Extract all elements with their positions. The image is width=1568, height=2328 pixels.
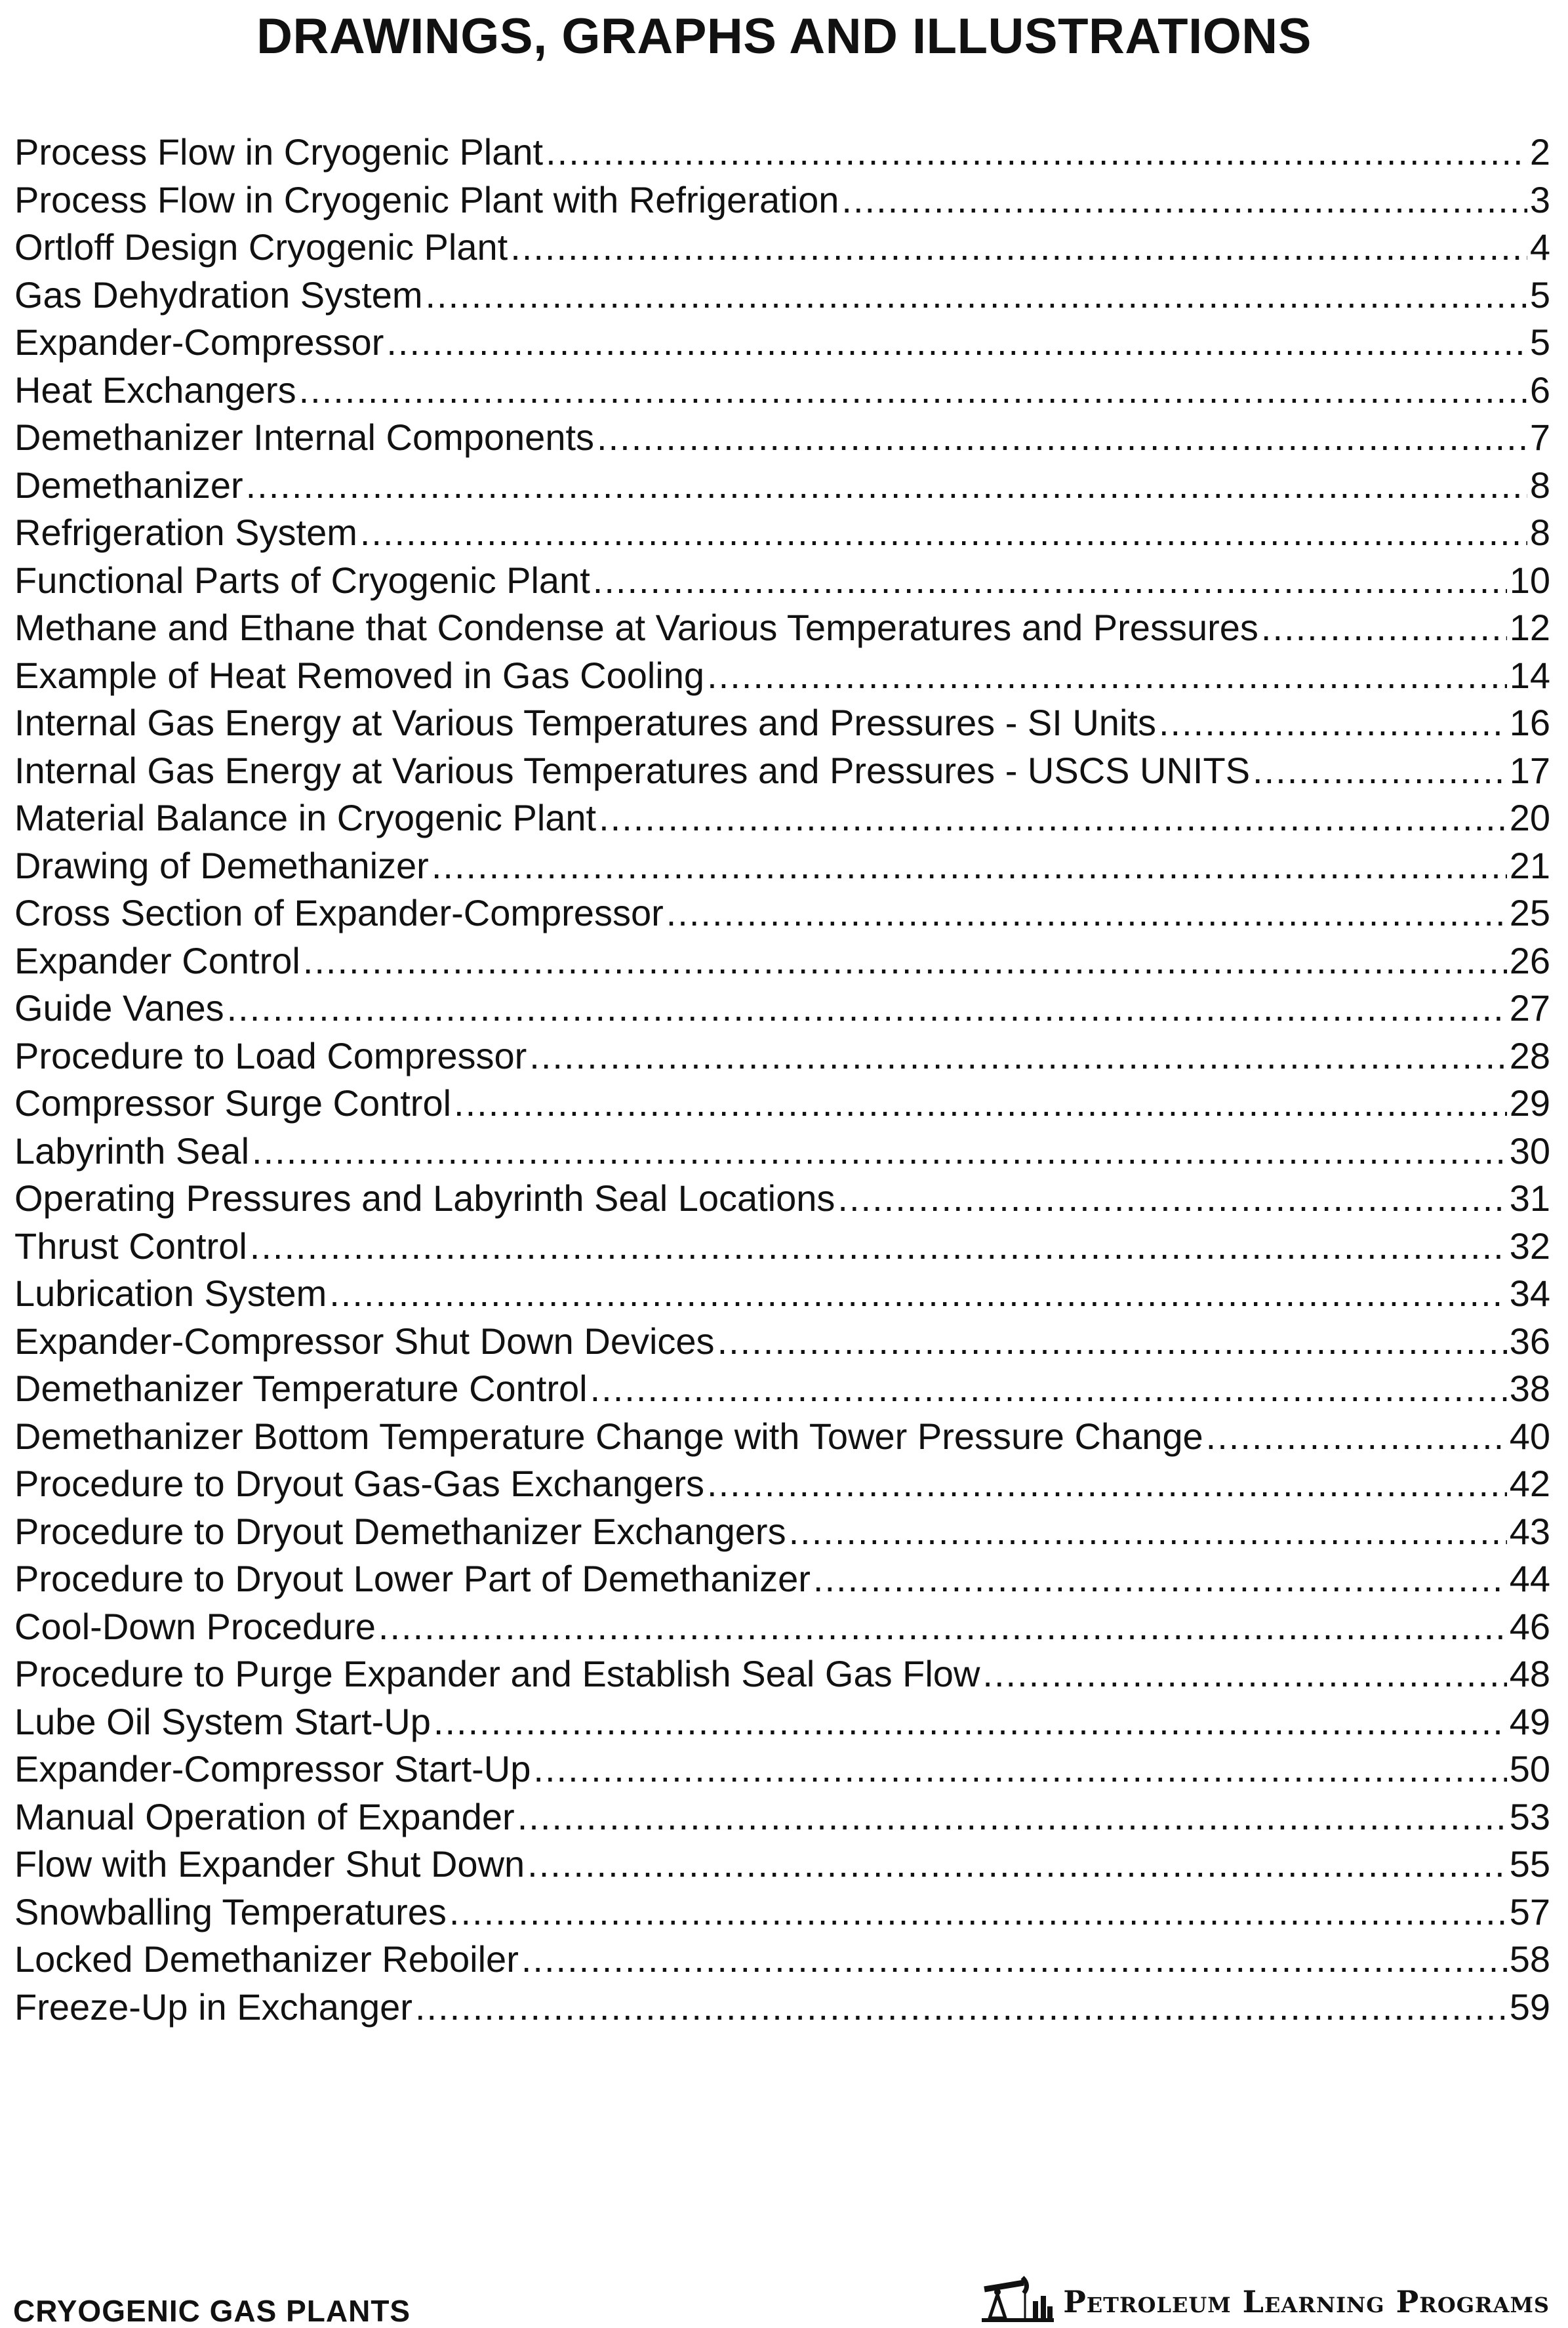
toc-entry-label: Procedure to Dryout Demethanizer Exchangers bbox=[14, 1510, 786, 1552]
toc-entry-label: Functional Parts of Cryogenic Plant bbox=[14, 559, 590, 601]
toc-entry bbox=[14, 985, 1550, 1032]
dot-leader bbox=[1253, 747, 1507, 795]
toc-entry-page: 48 bbox=[1509, 1653, 1550, 1694]
toc-entry bbox=[14, 1270, 1550, 1318]
toc-entry-page: 5 bbox=[1529, 274, 1550, 316]
dot-leader bbox=[227, 985, 1507, 1032]
dot-leader bbox=[415, 1984, 1507, 2032]
toc-entry-label: Procedure to Load Compressor bbox=[14, 1034, 527, 1076]
toc-entry-page: 7 bbox=[1529, 417, 1550, 458]
dot-leader bbox=[360, 509, 1527, 557]
toc-entry bbox=[14, 1984, 1550, 2032]
toc-entry-label: Lubrication System bbox=[14, 1273, 327, 1314]
toc-entry-page: 3 bbox=[1529, 178, 1550, 220]
dot-leader bbox=[533, 1746, 1506, 1793]
toc-entry bbox=[14, 557, 1550, 605]
toc-entry-label: Lube Oil System Start-Up bbox=[14, 1700, 431, 1742]
dot-leader bbox=[433, 1698, 1507, 1746]
toc-entry-label: Thrust Control bbox=[14, 1225, 247, 1267]
toc-entry-page: 20 bbox=[1509, 797, 1550, 838]
toc-entry bbox=[14, 652, 1550, 700]
toc-entry bbox=[14, 129, 1550, 176]
toc-entry bbox=[14, 1841, 1550, 1889]
toc-entry-page: 46 bbox=[1509, 1605, 1550, 1647]
toc-entry-label: Gas Dehydration System bbox=[14, 274, 423, 316]
toc-entry-label: Snowballing Temperatures bbox=[14, 1890, 447, 1932]
toc-entry bbox=[14, 1128, 1550, 1175]
toc-entry-page: 58 bbox=[1509, 1938, 1550, 1980]
toc-entry-label: Ortloff Design Cryogenic Plant bbox=[14, 226, 508, 268]
dot-leader bbox=[378, 1603, 1507, 1651]
toc-entry-label: Demethanizer bbox=[14, 464, 243, 506]
toc-entry-page: 5 bbox=[1529, 321, 1550, 363]
dot-leader bbox=[517, 1793, 1507, 1841]
toc-entry bbox=[14, 1032, 1550, 1080]
dot-leader bbox=[329, 1270, 1506, 1318]
toc-entry bbox=[14, 224, 1550, 272]
toc-entry bbox=[14, 889, 1550, 937]
toc-entry bbox=[14, 699, 1550, 747]
toc-entry bbox=[14, 1746, 1550, 1793]
toc-entry-label: Flow with Expander Shut Down bbox=[14, 1843, 525, 1885]
toc-entry-page: 40 bbox=[1509, 1415, 1550, 1457]
toc-entry-label: Demethanizer Internal Components bbox=[14, 417, 595, 458]
toc-entry-page: 59 bbox=[1509, 1986, 1550, 2028]
toc-entry-label: Expander-Compressor Start-Up bbox=[14, 1748, 531, 1789]
toc-entry-page: 8 bbox=[1529, 464, 1550, 506]
toc-entry-label: Expander-Compressor Shut Down Devices bbox=[14, 1320, 715, 1362]
toc-entry-page: 4 bbox=[1529, 226, 1550, 268]
toc-entry-label: Refrigeration System bbox=[14, 512, 357, 553]
toc-entry-page: 38 bbox=[1509, 1368, 1550, 1409]
toc-entry-label: Guide Vanes bbox=[14, 987, 224, 1029]
dot-leader bbox=[454, 1080, 1507, 1128]
toc-entry-page: 50 bbox=[1509, 1748, 1550, 1789]
toc-entry-page: 30 bbox=[1509, 1130, 1550, 1172]
toc-entry bbox=[14, 414, 1550, 462]
toc-entry bbox=[14, 1555, 1550, 1603]
toc-entry-page: 49 bbox=[1509, 1700, 1550, 1742]
toc-entry bbox=[14, 272, 1550, 319]
dot-leader bbox=[1159, 699, 1507, 747]
toc-entry-page: 44 bbox=[1509, 1558, 1550, 1599]
toc-entry bbox=[14, 1175, 1550, 1223]
toc-entry-page: 27 bbox=[1509, 987, 1550, 1029]
dot-leader bbox=[707, 1460, 1507, 1508]
toc-entry-page: 17 bbox=[1509, 749, 1550, 791]
toc-entry bbox=[14, 367, 1550, 415]
dot-leader bbox=[837, 1175, 1506, 1223]
dot-leader bbox=[813, 1555, 1507, 1603]
dot-leader bbox=[250, 1223, 1507, 1271]
toc-entry-page: 31 bbox=[1509, 1177, 1550, 1219]
dot-leader bbox=[246, 462, 1527, 510]
dot-leader bbox=[597, 414, 1527, 462]
toc-entry-label: Demethanizer Temperature Control bbox=[14, 1368, 588, 1409]
toc-entry-page: 14 bbox=[1509, 654, 1550, 696]
toc-entry bbox=[14, 747, 1550, 795]
toc-entry-label: Expander Control bbox=[14, 939, 300, 981]
toc-entry-label: Internal Gas Energy at Various Temperatures and Pressures - USCS UNITS bbox=[14, 749, 1251, 791]
toc-entry-label: Process Flow in Cryogenic Plant with Refrigeration bbox=[14, 178, 839, 220]
dot-leader bbox=[252, 1128, 1507, 1175]
toc-entry-label: Cross Section of Expander-Compressor bbox=[14, 892, 664, 933]
toc-entry-label: Procedure to Dryout Lower Part of Demethanizer bbox=[14, 1558, 811, 1599]
dot-leader bbox=[1206, 1413, 1507, 1461]
toc-entry-page: 21 bbox=[1509, 844, 1550, 886]
dot-leader bbox=[841, 176, 1527, 224]
toc-entry-page: 53 bbox=[1509, 1795, 1550, 1837]
toc-entry bbox=[14, 1080, 1550, 1128]
toc-entry-label: Expander-Compressor bbox=[14, 321, 384, 363]
toc-entry-page: 6 bbox=[1529, 369, 1550, 411]
toc-entry-label: Labyrinth Seal bbox=[14, 1130, 250, 1172]
toc-entry bbox=[14, 794, 1550, 842]
dot-leader bbox=[982, 1650, 1506, 1698]
toc-entry bbox=[14, 1413, 1550, 1461]
toc-entry bbox=[14, 937, 1550, 985]
page-title: DRAWINGS, GRAPHS AND ILLUSTRATIONS bbox=[256, 9, 1312, 64]
toc-entry-label: Compressor Surge Control bbox=[14, 1082, 452, 1124]
toc-entry-label: Freeze-Up in Exchanger bbox=[14, 1986, 412, 2028]
dot-leader bbox=[717, 1318, 1507, 1366]
toc-entry bbox=[14, 1365, 1550, 1413]
toc-entry bbox=[14, 604, 1550, 652]
toc-entry bbox=[14, 176, 1550, 224]
toc-entry bbox=[14, 1793, 1550, 1841]
dot-leader bbox=[1261, 604, 1507, 652]
dot-leader bbox=[590, 1365, 1507, 1413]
toc-entry bbox=[14, 1650, 1550, 1698]
toc-entry-page: 26 bbox=[1509, 939, 1550, 981]
toc-entry bbox=[14, 1698, 1550, 1746]
toc-entry-label: Demethanizer Bottom Temperature Change with Tower Pressure Change bbox=[14, 1415, 1203, 1457]
toc-entry-label: Drawing of Demethanizer bbox=[14, 844, 429, 886]
toc-entry-label: Procedure to Dryout Gas-Gas Exchangers bbox=[14, 1463, 705, 1504]
dot-leader bbox=[527, 1841, 1507, 1889]
toc-entry-label: Process Flow in Cryogenic Plant bbox=[14, 131, 544, 173]
toc-entry-page: 28 bbox=[1509, 1034, 1550, 1076]
dot-leader bbox=[789, 1508, 1507, 1556]
dot-leader bbox=[386, 319, 1527, 367]
toc-entry-page: 8 bbox=[1529, 512, 1550, 553]
toc-entry bbox=[14, 1889, 1550, 1936]
toc-entry-page: 29 bbox=[1509, 1082, 1550, 1124]
toc-entry-label: Procedure to Purge Expander and Establish Seal Gas Flow bbox=[14, 1653, 980, 1694]
toc-entry-page: 34 bbox=[1509, 1273, 1550, 1314]
toc-entry-page: 32 bbox=[1509, 1225, 1550, 1267]
toc-entry-page: 2 bbox=[1529, 131, 1550, 173]
footer-book-title: CRYOGENIC GAS PLANTS bbox=[13, 2294, 411, 2328]
toc-entry-page: 10 bbox=[1509, 559, 1550, 601]
dot-leader bbox=[666, 889, 1507, 937]
toc-entry-page: 55 bbox=[1509, 1843, 1550, 1885]
dot-leader bbox=[593, 557, 1507, 605]
toc-entry-page: 42 bbox=[1509, 1463, 1550, 1504]
toc-entry-label: Methane and Ethane that Condense at Various Temperatures and Pressures bbox=[14, 607, 1258, 648]
dot-leader bbox=[449, 1889, 1507, 1936]
toc-entry bbox=[14, 319, 1550, 367]
publisher-name: Petroleum Learning Programs bbox=[1063, 2284, 1550, 2319]
table-of-contents bbox=[14, 129, 1550, 2031]
dot-leader bbox=[529, 1032, 1506, 1080]
publisher-brand bbox=[982, 2263, 1550, 2322]
toc-entry bbox=[14, 1508, 1550, 1556]
toc-entry-page: 36 bbox=[1509, 1320, 1550, 1362]
oil-pumpjack-icon bbox=[982, 2263, 1054, 2322]
toc-entry-label: Cool-Down Procedure bbox=[14, 1605, 376, 1647]
toc-entry-page: 16 bbox=[1509, 702, 1550, 743]
toc-entry-label: Operating Pressures and Labyrinth Seal Locations bbox=[14, 1177, 835, 1219]
dot-leader bbox=[707, 652, 1507, 700]
toc-entry bbox=[14, 1318, 1550, 1366]
toc-entry-page: 25 bbox=[1509, 892, 1550, 933]
toc-entry bbox=[14, 1936, 1550, 1984]
dot-leader bbox=[425, 272, 1527, 319]
dot-leader bbox=[432, 842, 1507, 890]
toc-entry bbox=[14, 462, 1550, 510]
dot-leader bbox=[546, 129, 1527, 176]
toc-entry-page: 57 bbox=[1509, 1890, 1550, 1932]
toc-entry bbox=[14, 1603, 1550, 1651]
toc-entry bbox=[14, 842, 1550, 890]
toc-entry bbox=[14, 1223, 1550, 1271]
dot-leader bbox=[599, 794, 1507, 842]
toc-entry-page: 12 bbox=[1509, 607, 1550, 648]
toc-entry-label: Example of Heat Removed in Gas Cooling bbox=[14, 654, 705, 696]
toc-entry-label: Locked Demethanizer Reboiler bbox=[14, 1938, 519, 1980]
toc-entry bbox=[14, 509, 1550, 557]
dot-leader bbox=[299, 367, 1527, 415]
toc-entry-label: Material Balance in Cryogenic Plant bbox=[14, 797, 597, 838]
dot-leader bbox=[510, 224, 1527, 272]
toc-entry-label: Heat Exchangers bbox=[14, 369, 296, 411]
toc-entry-label: Internal Gas Energy at Various Temperatures and Pressures - SI Units bbox=[14, 702, 1156, 743]
toc-entry-page: 43 bbox=[1509, 1510, 1550, 1552]
dot-leader bbox=[521, 1936, 1507, 1984]
toc-entry bbox=[14, 1460, 1550, 1508]
toc-entry-label: Manual Operation of Expander bbox=[14, 1795, 515, 1837]
dot-leader bbox=[303, 937, 1507, 985]
